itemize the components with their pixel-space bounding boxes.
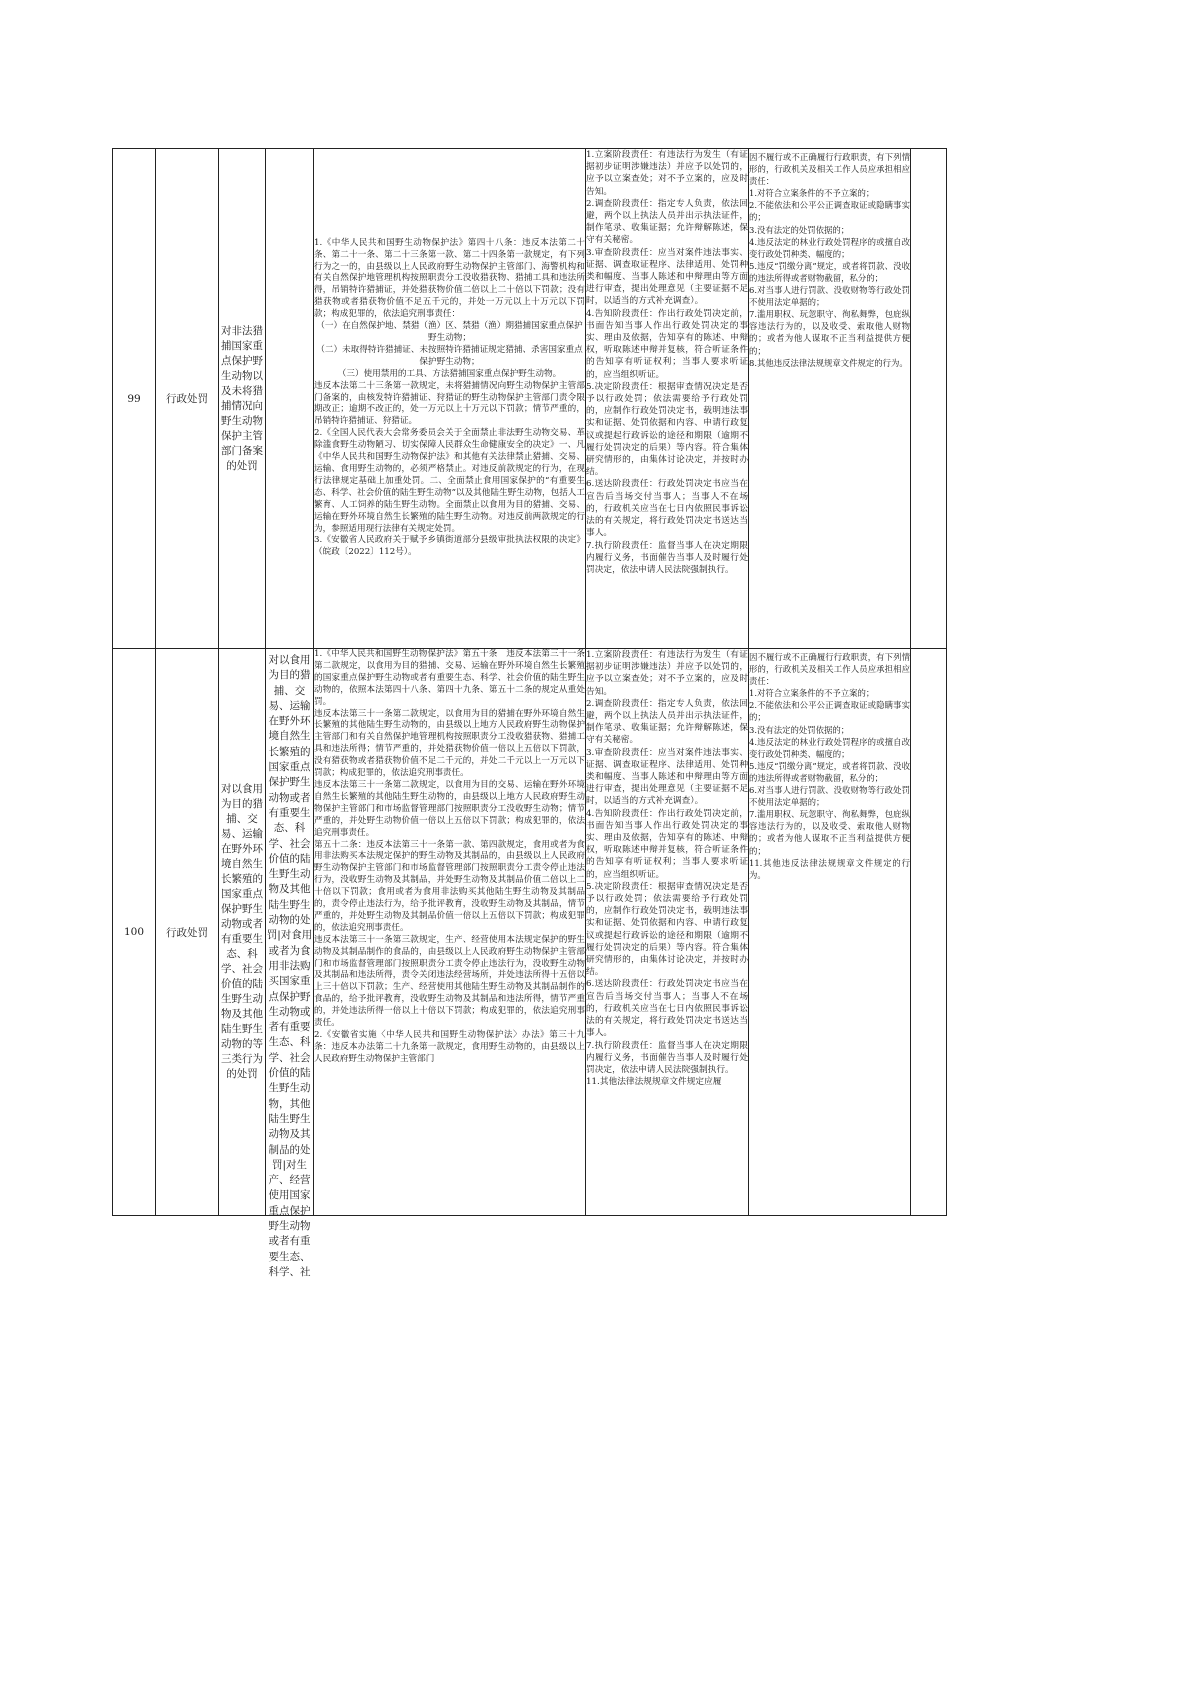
sub-item: 对以食用为目的猎捕、交易、运输在野外环境自然生长繁殖的国家重点保护野生动物或者有重要生态、科学、社会价值的陆生野生动物及其他陆生野生动物的处罚|对食用或者为食用非法购买国家重点保护野生动物或者有重要生态、科学、社会价值的陆生野生动物，其他陆生野生动物及其制品的处罚|对生产、经营使用国家重点保护野生动物或者有重要生态、科学、社 — [266, 649, 314, 1216]
power-type: 行政处罚 — [156, 149, 219, 649]
row-number: 100 — [113, 649, 156, 1216]
sub-item — [266, 149, 314, 649]
item-name: 对以食用为目的猎捕、交易、运输在野外环境自然生长繁殖的国家重点保护野生动物或者有重要生态、科学、社会价值的陆生野生动物及其他陆生野生动物的等三类行为的处罚 — [219, 649, 266, 1216]
accountability: 因不履行或不正确履行行政职责，有下列情形的，行政机关及相关工作人员应承担相应责任： 1.对符合立案条件的不予立案的； 2.不能依法和公平公正调查取证或隐瞒事实的； 3.没有法定的处罚依据的； 4.违反法定的林业行政处罚程序的或擅自改变行政处罚种类、幅度的； 5.违反“罚缴分离”规定，或者将罚款、没收的违法所得或者财物截留，私分的； 6.对当事人进行罚款、没收财物等行政处罚不使用法定单据的； 7.滥用职权、玩忽职守、徇私舞弊，包庇纵容违法行为的，以及收受、索取他人财物的；或者为他人谋取不正当利益提供方便的； 11.其他违反法律法规规章文件规定的行为。 — [749, 649, 911, 1216]
remarks — [911, 149, 947, 649]
power-type: 行政处罚 — [156, 649, 219, 1216]
table-row — [113, 649, 947, 1216]
legal-basis: 1.《中华人民共和国野生动物保护法》第五十条 违反本法第三十一条第二款规定，以食用为目的猎捕、交易、运输在野外环境自然生长繁殖的国家重点保护野生动物或者有重要生态、科学、社会价值的陆生野生动物的，依照本法第四十八条、第四十九条、第五十二条的规定从重处罚。 违反本法第三十一条第二款规定，以食用为目的猎捕在野外环境自然生长繁殖的其他陆生野生动物的，由县级以上地方人民政府野生动物保护主管部门和有关自然保护地管理机构按照职责分工没收猎获物、猎捕工具和违法所得；情节严重的，并处猎获物价值一倍以上五倍以下罚款，没有猎获物或者猎获物价值不足二千元的，并处二千元以上一万元以下罚款；构成犯罪的，依法追究刑事责任。 违反本法第三十一条第二款规定，以食用为目的交易、运输在野外环境自然生长繁殖的其他陆生野生动物的，由县级以上地方人民政府野生动物保护主管部门和市场监督管理部门按照职责分工没收野生动物；情节严重的，并处野生动物价值一倍以上五倍以下罚款；构成犯罪的，依法追究刑事责任。 第五十二条：违反本法第三十一条第一款、第四款规定，食用或者为食用非法购买本法规定保护的野生动物及其制品的，由县级以上人民政府野生动物保护主管部门和市场监督管理部门按照职责分工责令停止违法行为，没收野生动物及其制品，并处野生动物及其制品价值二倍以上二十倍以下罚款；食用或者为食用非法购买其他陆生野生动物及其制品的，责令停止违法行为，给予批评教育，没收野生动物及其制品，情节严重的，并处野生动物及其制品价值一倍以上五倍以下罚款；构成犯罪的，依法追究刑事责任。 违反本法第三十一条第三款规定，生产、经营使用本法规定保护的野生动物及其制品制作的食品的，由县级以上人民政府野生动物保护主管部门和市场监督管理部门按照职责分工责令停止违法行为，没收野生动物及其制品和违法所得，责令关闭违法经营场所，并处违法所得十五倍以上三十倍以下罚款；生产、经营使用其他陆生野生动物及其制品制作的食品的，给予批评教育，没收野生动物及其制品和违法所得，情节严重的，并处违法所得一倍以上十倍以下罚款；构成犯罪的，依法追究刑事责任。 2.《安徽省实施〈中华人民共和国野生动物保护法〉办法》第三十九条：违反本办法第二十九条第一款规定，食用野生动物的，由县级以上人民政府野生动物保护主管部门 — [314, 649, 586, 1216]
item-name: 对非法猎捕国家重点保护野生动物以及未将猎捕情况向野生动物保护主管部门备案的处罚 — [219, 149, 266, 649]
duty-steps: 1.立案阶段责任：有违法行为发生（有证据初步证明涉嫌违法）并应予以处罚的，应予以立案查处；对不予立案的，应及时告知。 2.调查阶段责任：指定专人负责，依法回避，两个以上执法人员并出示执法证件，制作笔录、收集证据；允许辩解陈述，保守有关秘密。 3.审查阶段责任：应当对案件违法事实、证据、调查取证程序、法律适用、处罚种类和幅度、当事人陈述和申辩理由等方面进行审查，提出处理意见（主要证据不足时，以适当的方式补充调查）。 4.告知阶段责任：作出行政处罚决定前，书面告知当事人作出行政处罚决定的事实、理由及依据，告知享有的陈述、申辩权，听取陈述申辩并复核，符合听证条件的告知享有听证权利；当事人要求听证的，应当组织听证。 5.决定阶段责任：根据审查情况决定是否予以行政处罚；依法需要给予行政处罚的，应制作行政处罚决定书，载明违法事实和证据、处罚依据和内容、申请行政复议或提起行政诉讼的途径和期限（逾期不履行处罚决定的后果）等内容。符合集体研究情形的，由集体讨论决定，并按时办结。 6.送达阶段责任：行政处罚决定书应当在宣告后当场交付当事人；当事人不在场的，行政机关应当在七日内依照民事诉讼法的有关规定，将行政处罚决定书送达当事人。 7.执行阶段责任：监督当事人在决定期限内履行义务，书面催告当事人及时履行处罚决定，依法申请人民法院强制执行。 11.其他法律法规规章文件规定应履 — [586, 649, 749, 1216]
table-row — [113, 149, 947, 649]
legal-basis: 1.《中华人民共和国野生动物保护法》第四十八条：违反本法第二十条、第二十一条、第二十三条第一款、第二十四条第一款规定，有下列行为之一的，由县级以上人民政府野生动物保护主管部门、海警机构和有关自然保护地管理机构按照职责分工没收猎获物、猎捕工具和违法所得，吊销特许猎捕证，并处猎获物价值二倍以上二十倍以下罚款；没有猎获物或者猎获物价值不足五千元的，并处一万元以上十万元以下罚款；构成犯罪的，依法追究刑事责任： （一）在自然保护地、禁猎（渔）区、禁猎（渔）期猎捕国家重点保护野生动物； （二）未取得特许猎捕证、未按照特许猎捕证规定猎捕、杀害国家重点保护野生动物； （三）使用禁用的工具、方法猎捕国家重点保护野生动物。 违反本法第二十三条第一款规定，未将猎捕情况向野生动物保护主管部门备案的，由核发特许猎捕证、狩猎证的野生动物保护主管部门责令限期改正；逾期不改正的，处一万元以上十万元以下罚款；情节严重的，吊销特许猎捕证、狩猎证。 2.《全国人民代表大会常务委员会关于全面禁止非法野生动物交易、革除滥食野生动物陋习、切实保障人民群众生命健康安全的决定》一、凡《中华人民共和国野生动物保护法》和其他有关法律禁止猎捕、交易、运输、食用野生动物的，必须严格禁止。对违反前款规定的行为，在现行法律规定基础上加重处罚。二、全面禁止食用国家保护的“有重要生态、科学、社会价值的陆生野生动物”以及其他陆生野生动物，包括人工繁育、人工饲养的陆生野生动物。全面禁止以食用为目的猎捕、交易、运输在野外环境自然生长繁殖的陆生野生动物。对违反前两款规定的行为，参照适用现行法律有关规定处罚。 3.《安徽省人民政府关于赋予乡镇街道部分县级审批执法权限的决定》（皖政〔2022〕112号）。 — [314, 149, 586, 649]
duty-steps: 1.立案阶段责任：有违法行为发生（有证据初步证明涉嫌违法）并应予以处罚的，应予以立案查处；对不予立案的，应及时告知。 2.调查阶段责任：指定专人负责，依法回避，两个以上执法人员并出示执法证件，制作笔录、收集证据；允许辩解陈述，保守有关秘密。 3.审查阶段责任：应当对案件违法事实、证据、调查取证程序、法律适用、处罚种类和幅度、当事人陈述和申辩理由等方面进行审查，提出处理意见（主要证据不足时，以适当的方式补充调查）。 4.告知阶段责任：作出行政处罚决定前，书面告知当事人作出行政处罚决定的事实、理由及依据，告知享有的陈述、申辩权，听取陈述申辩并复核，符合听证条件的告知享有听证权利；当事人要求听证的，应当组织听证。 5.决定阶段责任：根据审查情况决定是否予以行政处罚；依法需要给予行政处罚的，应制作行政处罚决定书，载明违法事实和证据、处罚依据和内容、申请行政复议或提起行政诉讼的途径和期限（逾期不履行处罚决定的后果）等内容。符合集体研究情形的，由集体讨论决定，并按时办结。 6.送达阶段责任：行政处罚决定书应当在宣告后当场交付当事人；当事人不在场的，行政机关应当在七日内依照民事诉讼法的有关规定，将行政处罚决定书送达当事人。 7.执行阶段责任：监督当事人在决定期限内履行义务，书面催告当事人及时履行处罚决定，依法申请人民法院强制执行。 — [586, 149, 749, 649]
remarks — [911, 649, 947, 1216]
accountability: 因不履行或不正确履行行政职责，有下列情形的，行政机关及相关工作人员应承担相应责任： 1.对符合立案条件的不予立案的； 2.不能依法和公平公正调查取证或隐瞒事实的； 3.没有法定的处罚依据的； 4.违反法定的林业行政处罚程序的或擅自改变行政处罚种类、幅度的； 5.违反“罚缴分离”规定，或者将罚款、没收的违法所得或者财物截留，私分的； 6.对当事人进行罚款、没收财物等行政处罚不使用法定单据的； 7.滥用职权、玩忽职守、徇私舞弊，包庇纵容违法行为的，以及收受、索取他人财物的；或者为他人谋取不正当利益提供方便的； 8.其他违反法律法规规章文件规定的行为。 — [749, 149, 911, 649]
row-number: 99 — [113, 149, 156, 649]
powers-table — [112, 148, 947, 1278]
